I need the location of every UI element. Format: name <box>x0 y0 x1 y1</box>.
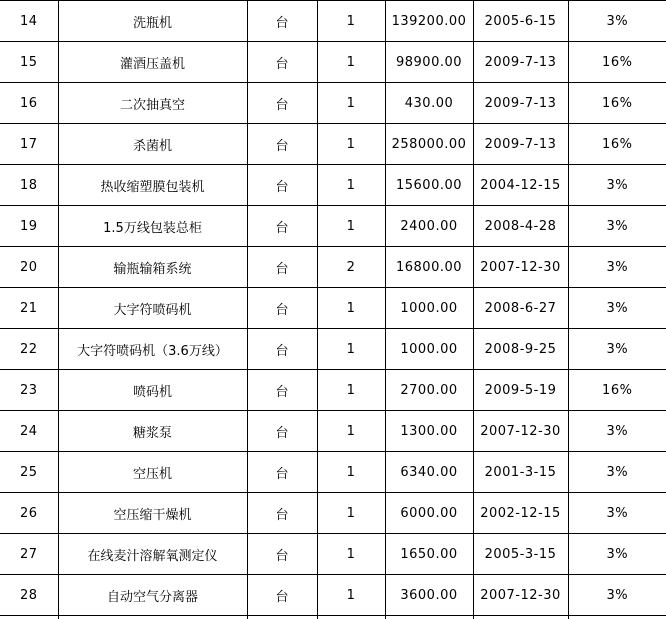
unit-cell[interactable]: 台 <box>247 1 317 42</box>
amount-cell[interactable]: 1000.00 <box>385 288 473 329</box>
unit-cell[interactable]: 台 <box>247 83 317 124</box>
table-row <box>0 452 666 493</box>
table-row <box>0 575 666 616</box>
name-cell[interactable]: 在线麦汁溶解氧测定仪 <box>58 534 247 575</box>
rate-cell[interactable]: 3% <box>568 575 666 616</box>
quantity-cell[interactable]: 1 <box>317 452 385 493</box>
name-cell[interactable]: 热收缩塑膜包装机 <box>58 165 247 206</box>
row-number-cell[interactable]: 14 <box>0 1 58 42</box>
name-cell[interactable]: 灌酒压盖机 <box>58 42 247 83</box>
row-number-cell[interactable] <box>0 616 58 619</box>
unit-cell[interactable]: 台 <box>247 42 317 83</box>
quantity-cell[interactable]: 1 <box>317 370 385 411</box>
date-cell[interactable]: 2004-12-15 <box>473 165 568 206</box>
rate-cell[interactable]: 3% <box>568 493 666 534</box>
table-row <box>0 493 666 534</box>
quantity-cell[interactable]: 1 <box>317 206 385 247</box>
amount-cell[interactable]: 1000.00 <box>385 329 473 370</box>
amount-cell[interactable]: 16800.00 <box>385 247 473 288</box>
name-cell[interactable]: 自动空气分离器 <box>58 575 247 616</box>
quantity-cell[interactable]: 1 <box>317 1 385 42</box>
amount-cell[interactable]: 1650.00 <box>385 534 473 575</box>
unit-cell[interactable]: 台 <box>247 534 317 575</box>
partial-row-body <box>0 616 666 619</box>
unit-cell[interactable]: 台 <box>247 288 317 329</box>
table-row <box>0 288 666 329</box>
date-cell[interactable]: 2007-12-30 <box>473 247 568 288</box>
date-cell[interactable]: 2009-7-13 <box>473 42 568 83</box>
rate-cell[interactable]: 3% <box>568 1 666 42</box>
name-cell[interactable]: 空压缩干燥机 <box>58 493 247 534</box>
quantity-cell[interactable]: 1 <box>317 493 385 534</box>
row-number-cell[interactable]: 27 <box>0 534 58 575</box>
table-row <box>0 534 666 575</box>
rate-cell[interactable]: 3% <box>568 247 666 288</box>
unit-cell[interactable]: 台 <box>247 165 317 206</box>
rate-cell[interactable]: 3% <box>568 288 666 329</box>
unit-cell[interactable]: 台 <box>247 206 317 247</box>
date-cell[interactable]: 2009-7-13 <box>473 124 568 165</box>
quantity-cell[interactable]: 1 <box>317 288 385 329</box>
row-number-cell[interactable]: 15 <box>0 42 58 83</box>
unit-cell[interactable]: 台 <box>247 370 317 411</box>
quantity-cell[interactable]: 1 <box>317 165 385 206</box>
unit-cell[interactable]: 台 <box>247 247 317 288</box>
unit-cell[interactable]: 台 <box>247 329 317 370</box>
quantity-cell[interactable]: 2 <box>317 247 385 288</box>
row-number-cell[interactable]: 24 <box>0 411 58 452</box>
table-row <box>0 165 666 206</box>
date-cell[interactable] <box>473 616 568 619</box>
rate-cell[interactable] <box>568 616 666 619</box>
date-cell[interactable]: 2008-6-27 <box>473 288 568 329</box>
name-cell[interactable]: 大字符喷码机 <box>58 288 247 329</box>
date-cell[interactable]: 2008-9-25 <box>473 329 568 370</box>
unit-cell[interactable]: 台 <box>247 411 317 452</box>
row-number-cell[interactable]: 23 <box>0 370 58 411</box>
quantity-cell[interactable] <box>317 616 385 619</box>
quantity-cell[interactable]: 1 <box>317 83 385 124</box>
table-row <box>0 247 666 288</box>
name-cell[interactable]: 喷码机 <box>58 370 247 411</box>
table-row <box>0 1 666 42</box>
row-number-cell[interactable]: 20 <box>0 247 58 288</box>
unit-cell[interactable]: 台 <box>247 493 317 534</box>
quantity-cell[interactable]: 1 <box>317 124 385 165</box>
date-cell[interactable]: 2001-3-15 <box>473 452 568 493</box>
rate-cell[interactable]: 3% <box>568 165 666 206</box>
date-cell[interactable]: 2008-4-28 <box>473 206 568 247</box>
amount-cell[interactable]: 139200.00 <box>385 1 473 42</box>
date-cell[interactable]: 2005-3-15 <box>473 534 568 575</box>
rate-cell[interactable]: 16% <box>568 42 666 83</box>
table-row <box>0 83 666 124</box>
unit-cell[interactable]: 台 <box>247 124 317 165</box>
amount-cell[interactable]: 6340.00 <box>385 452 473 493</box>
table-row <box>0 206 666 247</box>
equipment-table-body <box>0 1 666 616</box>
quantity-cell[interactable]: 1 <box>317 575 385 616</box>
name-cell[interactable]: 洗瓶机 <box>58 1 247 42</box>
date-cell[interactable]: 2007-12-30 <box>473 575 568 616</box>
date-cell[interactable]: 2009-7-13 <box>473 83 568 124</box>
name-cell[interactable]: 输瓶输箱系统 <box>58 247 247 288</box>
amount-cell[interactable]: 15600.00 <box>385 165 473 206</box>
row-number-cell[interactable]: 19 <box>0 206 58 247</box>
row-number-cell[interactable]: 28 <box>0 575 58 616</box>
row-number-cell[interactable]: 17 <box>0 124 58 165</box>
row-number-cell[interactable]: 18 <box>0 165 58 206</box>
name-cell[interactable]: 空压机 <box>58 452 247 493</box>
rate-cell[interactable]: 3% <box>568 534 666 575</box>
table-row <box>0 124 666 165</box>
amount-cell[interactable]: 3600.00 <box>385 575 473 616</box>
unit-cell[interactable] <box>247 616 317 619</box>
amount-cell[interactable]: 430.00 <box>385 83 473 124</box>
row-number-cell[interactable]: 22 <box>0 329 58 370</box>
quantity-cell[interactable]: 1 <box>317 534 385 575</box>
name-cell[interactable]: 大字符喷码机（3.6万线） <box>58 329 247 370</box>
date-cell[interactable]: 2009-5-19 <box>473 370 568 411</box>
amount-cell[interactable]: 2400.00 <box>385 206 473 247</box>
table-row <box>0 370 666 411</box>
rate-cell[interactable]: 16% <box>568 124 666 165</box>
date-cell[interactable]: 2007-12-30 <box>473 411 568 452</box>
partial-row <box>0 616 666 619</box>
amount-cell[interactable] <box>385 616 473 619</box>
name-cell[interactable]: 糖浆泵 <box>58 411 247 452</box>
quantity-cell[interactable]: 1 <box>317 42 385 83</box>
amount-cell[interactable]: 1300.00 <box>385 411 473 452</box>
date-cell[interactable]: 2002-12-15 <box>473 493 568 534</box>
rate-cell[interactable]: 3% <box>568 411 666 452</box>
quantity-cell[interactable]: 1 <box>317 411 385 452</box>
amount-cell[interactable]: 6000.00 <box>385 493 473 534</box>
name-cell[interactable]: 杀菌机 <box>58 124 247 165</box>
row-number-cell[interactable]: 26 <box>0 493 58 534</box>
table-row <box>0 411 666 452</box>
table-row <box>0 329 666 370</box>
date-cell[interactable]: 2005-6-15 <box>473 1 568 42</box>
row-number-cell[interactable]: 25 <box>0 452 58 493</box>
table-row <box>0 42 666 83</box>
name-cell[interactable] <box>58 616 247 619</box>
amount-cell[interactable]: 98900.00 <box>385 42 473 83</box>
amount-cell[interactable]: 2700.00 <box>385 370 473 411</box>
amount-cell[interactable]: 258000.00 <box>385 124 473 165</box>
rate-cell[interactable]: 3% <box>568 329 666 370</box>
name-cell[interactable]: 二次抽真空 <box>58 83 247 124</box>
rate-cell[interactable]: 16% <box>568 83 666 124</box>
rate-cell[interactable]: 16% <box>568 370 666 411</box>
unit-cell[interactable]: 台 <box>247 575 317 616</box>
rate-cell[interactable]: 3% <box>568 206 666 247</box>
quantity-cell[interactable]: 1 <box>317 329 385 370</box>
rate-cell[interactable]: 3% <box>568 452 666 493</box>
row-number-cell[interactable]: 21 <box>0 288 58 329</box>
unit-cell[interactable]: 台 <box>247 452 317 493</box>
name-cell[interactable]: 1.5万线包装总柜 <box>58 206 247 247</box>
row-number-cell[interactable]: 16 <box>0 83 58 124</box>
